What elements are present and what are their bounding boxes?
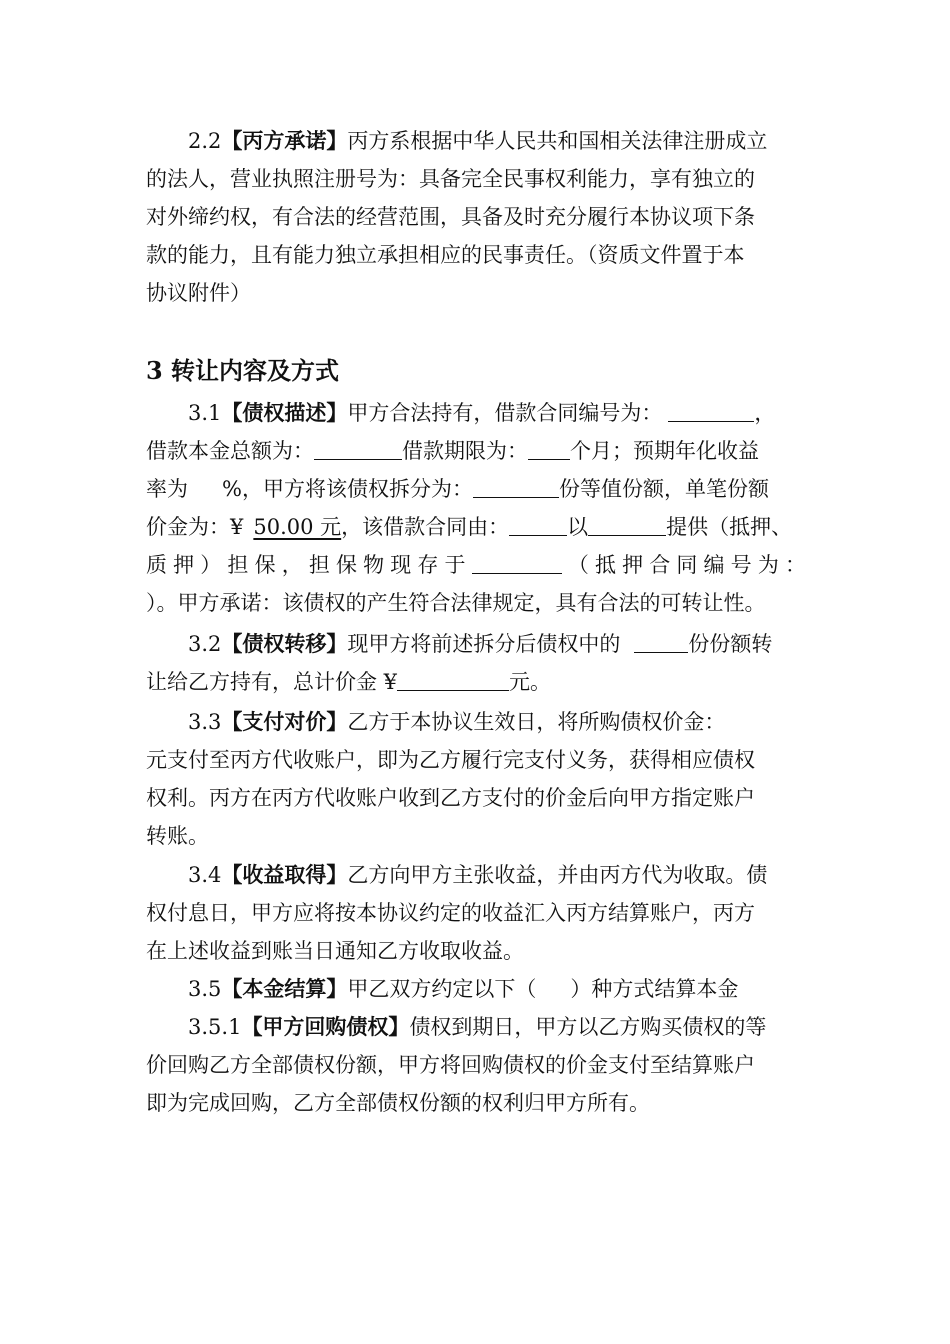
clause-label: 【本金结算】	[221, 976, 348, 1001]
char: 编	[703, 553, 725, 577]
clause-3-5-line-1	[188, 975, 738, 1003]
char: （	[567, 553, 589, 577]
blank-collateral-location	[472, 551, 562, 574]
clause-text: ，	[754, 401, 776, 425]
clause-text: 丙方系根据中华人民共和国相关法律注册成立	[347, 129, 768, 153]
clause-3-2-line-2	[146, 668, 551, 696]
blank-share-count	[473, 475, 559, 498]
clause-3-3-line-2: 元支付至丙方代收账户，即为乙方履行完支付义务，获得相应债权	[146, 748, 755, 772]
char: 合	[649, 553, 671, 577]
char: 质	[146, 553, 167, 577]
char: 现	[390, 553, 412, 577]
char: 担	[227, 553, 249, 577]
char: 为	[757, 553, 779, 577]
char: 保	[254, 553, 276, 577]
clause-2-2-line-4: 款的能力，且有能力独立承担相应的民事责任。（资质文件置于本	[146, 243, 745, 267]
clause-text: 份等值份额，单笔份额	[558, 477, 769, 501]
clause-3-3-line-4: 转账。	[146, 824, 209, 848]
clause-3-1-line-2	[146, 437, 759, 465]
clause-text: ）种方式结算本金	[570, 977, 739, 1001]
blank-collateral	[588, 513, 666, 536]
clause-text: 乙方向甲方主张收益，并由丙方代为收取。债	[347, 863, 768, 887]
clause-text: 现甲方将前述拆分后债权中的	[347, 632, 621, 656]
clause-text: 甲方合法持有，借款合同编号为：	[347, 401, 663, 425]
clause-text: 提供（抵押、	[666, 515, 793, 539]
clause-3-2-line-1	[188, 630, 772, 658]
blank-borrower	[509, 513, 567, 536]
clause-number: 3.2	[188, 632, 222, 656]
section-3-heading: 3 转让内容及方式	[146, 356, 340, 385]
char: 押	[622, 553, 644, 577]
char: 号	[730, 553, 752, 577]
clause-label: 【债权描述】	[221, 400, 348, 425]
clause-label: 【丙方承诺】	[221, 128, 348, 153]
clause-3-5-1-line-2: 价回购乙方全部债权份额，甲方将回购债权的价金支付至结算账户	[146, 1053, 755, 1077]
clause-3-4-line-2: 权付息日，甲方应将按本协议约定的收益汇入丙方结算账户，丙方	[146, 901, 755, 925]
clause-3-4-line-3: 在上述收益到账当日通知乙方收取收益。	[146, 939, 524, 963]
char: 物	[363, 553, 385, 577]
char: 保	[335, 553, 357, 577]
clause-3-1-line-4	[146, 513, 792, 541]
clause-text: 让给乙方持有，总计价金 ¥	[146, 670, 398, 694]
char: 于	[444, 553, 466, 577]
clause-number: 3.5.1	[188, 1015, 242, 1039]
clause-label: 【债权转移】	[221, 631, 348, 656]
clause-text: 率为	[146, 477, 188, 501]
clause-text: 借款期限为：	[402, 439, 528, 463]
char: 押	[173, 553, 195, 577]
clause-label: 【收益取得】	[221, 862, 348, 887]
clause-3-4-line-1	[188, 861, 767, 889]
clause-text: %，甲方将该债权拆分为：	[222, 477, 473, 501]
char: 存	[417, 553, 439, 577]
clause-text: 个月；预期年化收益	[570, 439, 759, 463]
clause-3-1-line-3	[146, 475, 769, 503]
blank-share-transfer	[634, 630, 688, 653]
clause-3-5-1-line-1	[188, 1013, 766, 1041]
clause-number: 2.2	[188, 129, 222, 153]
blank-contract-number	[668, 399, 754, 422]
clause-3-5-1-line-3: 即为完成回购，乙方全部债权份额的权利归甲方所有。	[146, 1091, 650, 1115]
clause-number: 3.1	[188, 401, 222, 425]
clause-label: 【支付对价】	[221, 709, 348, 734]
char: 担	[308, 553, 330, 577]
clause-2-2-line-2: 的法人，营业执照注册号为：具备完全民事权利能力，享有独立的	[146, 167, 755, 191]
clause-text: 甲乙双方约定以下（	[347, 977, 537, 1001]
clause-3-1-line-1	[188, 399, 775, 427]
clause-3-3-line-1	[188, 708, 725, 736]
blank-principal	[314, 437, 402, 460]
clause-label: 【甲方回购债权】	[241, 1014, 410, 1039]
clause-number: 3.3	[188, 710, 222, 734]
clause-2-2-line-3: 对外缔约权，有合法的经营范围，具备及时充分履行本协议项下条	[146, 205, 755, 229]
char: 同	[676, 553, 698, 577]
clause-number: 3.5	[188, 977, 222, 1001]
char: ）	[200, 553, 222, 577]
char: ：	[784, 553, 806, 577]
clause-2-2-line-1	[188, 127, 767, 155]
clause-text: 以	[567, 515, 589, 539]
clause-2-2-line-5: 协议附件）	[146, 281, 251, 305]
clause-number: 3.4	[188, 863, 222, 887]
clause-text: 乙方于本协议生效日，将所购债权价金：	[347, 710, 726, 734]
clause-text: ，该借款合同由：	[341, 515, 510, 539]
clause-text: 元。	[509, 670, 552, 694]
char: 抵	[594, 553, 616, 577]
clause-3-1-line-5	[146, 551, 806, 579]
clause-text: 份份额转	[688, 632, 773, 656]
blank-total-price	[397, 668, 509, 691]
clause-text: 借款本金总额为：	[146, 439, 314, 463]
char: ，	[281, 553, 303, 577]
clause-text: 债权到期日，甲方以乙方购买债权的等	[409, 1015, 767, 1039]
unit-price-value: 50.00 元	[253, 515, 342, 539]
clause-3-3-line-3: 权利。丙方在丙方代收账户收到乙方支付的价金后向甲方指定账户	[146, 786, 755, 810]
clause-text: 价金为：¥	[146, 515, 244, 539]
clause-3-1-line-6: ）。甲方承诺：该债权的产生符合法律规定，具有合法的可转让性。	[146, 591, 766, 615]
blank-term	[528, 437, 570, 460]
